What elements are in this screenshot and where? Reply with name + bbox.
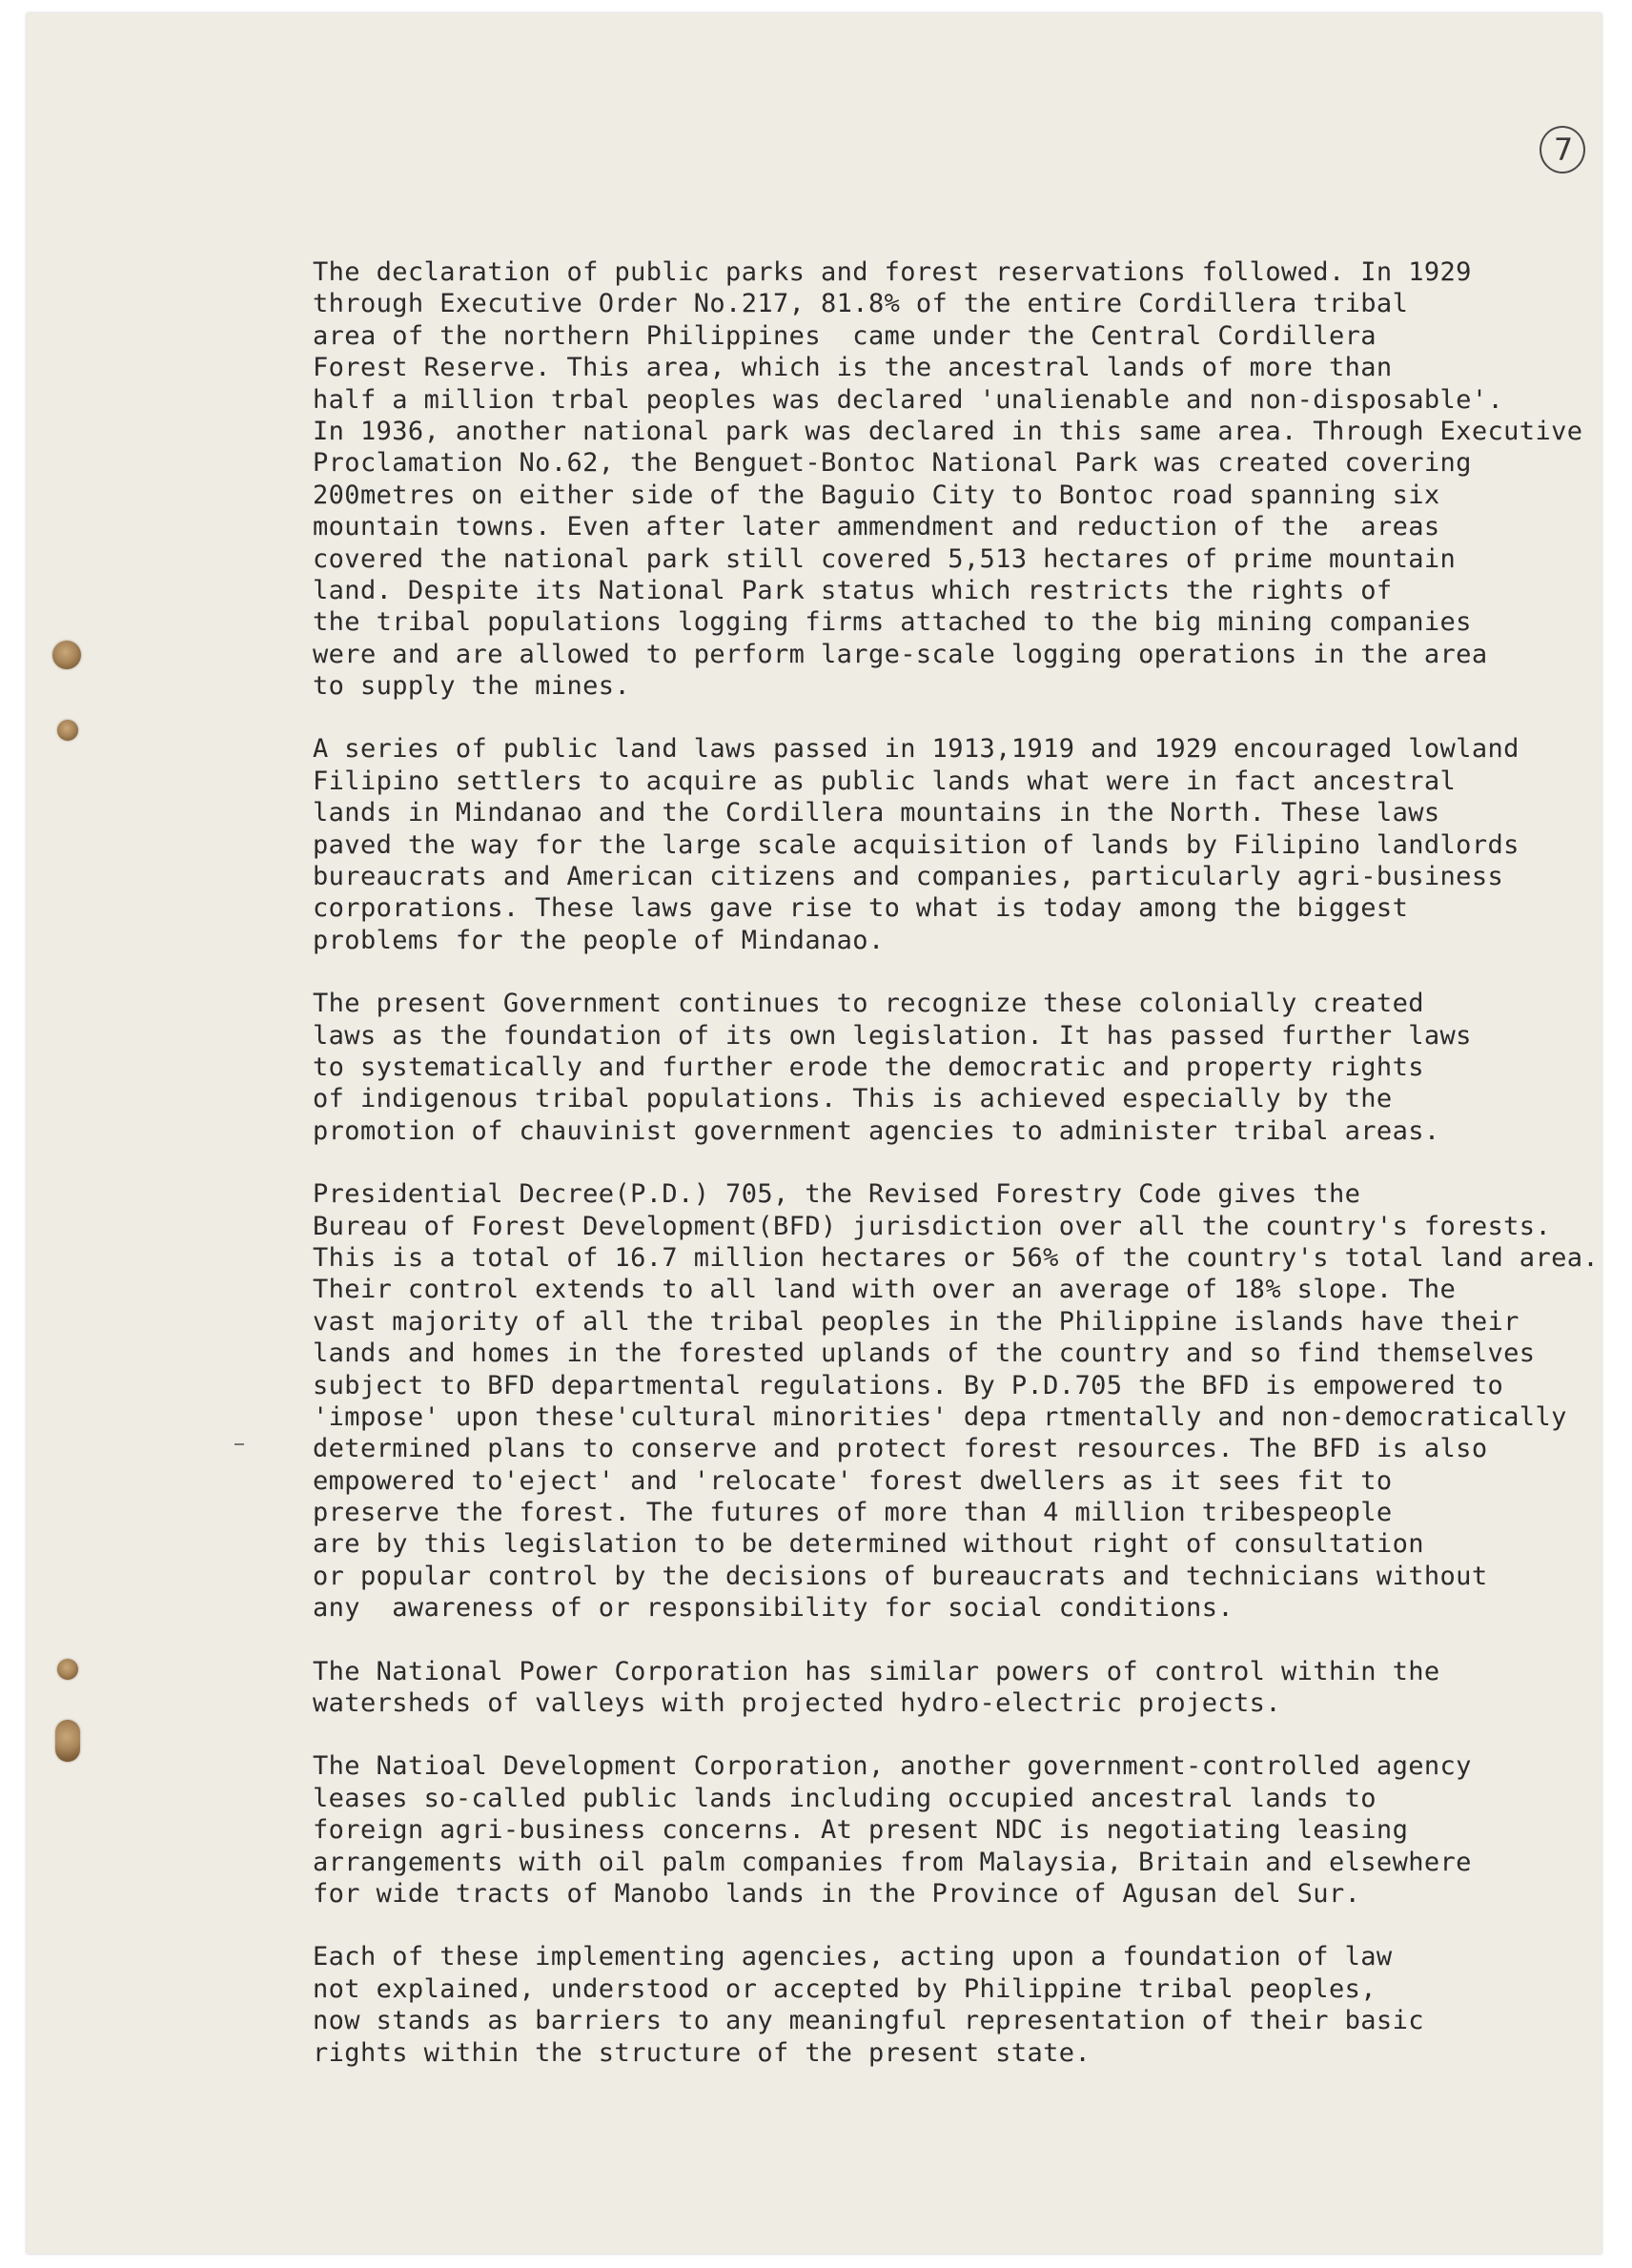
page-number [1540, 126, 1587, 174]
paragraph-present-government [313, 988, 1600, 1147]
text-line: lands and homes in the forested uplands of the country and so find themselves [313, 1338, 1536, 1369]
punch-hole-2 [57, 720, 78, 741]
text-line: land. Despite its National Park status which restricts the rights of [313, 575, 1393, 605]
text-line: The declaration of public parks and forest reservations followed. In 1929 [313, 257, 1472, 287]
text-line: Presidential Decree(P.D.) 705, the Revised Forestry Code gives the [313, 1179, 1361, 1210]
text-line: preserve the forest. The futures of more than 4 million tribespeople [313, 1498, 1393, 1528]
text-line: the tribal populations logging firms attached to the big mining companies [313, 607, 1472, 638]
text-line: are by this legislation to be determined without right of consultation [313, 1529, 1424, 1560]
text-line: watersheds of valleys with projected hydro-electric projects. [313, 1688, 1281, 1719]
text-line: to systematically and further erode the democratic and property rights [313, 1052, 1424, 1082]
text-line: of indigenous tribal populations. This is achieved especially by the [313, 1084, 1393, 1114]
text-line: bureaucrats and American citizens and companies, particularly agri-business [313, 862, 1504, 892]
text-line: mountain towns. Even after later ammendment and reduction of the areas [313, 512, 1440, 542]
text-line: rights within the structure of the present state. [313, 2037, 1091, 2068]
document-body [313, 256, 1600, 2100]
text-line: empowered to'eject' and 'relocate' forest dwellers as it sees fit to [313, 1465, 1393, 1496]
text-line: leases so-called public lands including occupied ancestral lands to [313, 1783, 1377, 1813]
text-line: Their control extends to all land with over an average of 18% slope. The [313, 1275, 1457, 1305]
text-line: to supply the mines. [313, 671, 631, 702]
stray-ink-mark [235, 1443, 244, 1445]
text-line: corporations. These laws gave rise to what is today among the biggest [313, 893, 1409, 924]
text-line: In 1936, another national park was declared in this same area. Through Executive [313, 416, 1583, 446]
text-line: now stands as barriers to any meaningful representation of their basic [313, 2006, 1424, 2036]
text-line: Bureau of Forest Development(BFD) jurisdiction over all the country's forests. [313, 1211, 1552, 1241]
text-line: covered the national park still covered 5,513 hectares of prime mountain [313, 543, 1457, 574]
text-line: The Natioal Development Corporation, another government-controlled agency [313, 1751, 1472, 1782]
text-line: problems for the people of Mindanao. [313, 925, 885, 955]
paragraph-implementing-agencies [313, 1941, 1600, 2069]
text-line: through Executive Order No.217, 81.8% of the entire Cordillera tribal [313, 289, 1409, 319]
text-line: The National Power Corporation has similar powers of control within the [313, 1656, 1440, 1686]
paragraph-national-development-corporation [313, 1750, 1600, 1910]
text-line: not explained, understood or accepted by Philippine tribal peoples, [313, 1973, 1377, 2004]
text-line: Proclamation No.62, the Benguet-Bontoc National Park was created covering [313, 448, 1472, 479]
text-line: 200metres on either side of the Baguio City to Bontoc road spanning six [313, 480, 1440, 510]
text-line: lands in Mindanao and the Cordillera mountains in the North. These laws [313, 798, 1440, 828]
text-line: 'impose' upon these'cultural minorities' depa rtmentally and non-democratically [313, 1401, 1567, 1432]
text-line: A series of public land laws passed in 1913,1919 and 1929 encouraged lowland [313, 734, 1520, 765]
text-line: Forest Reserve. This area, which is the ancestral lands of more than [313, 353, 1393, 383]
text-line: Filipino settlers to acquire as public lands what were in fact ancestral [313, 766, 1457, 796]
text-line: This is a total of 16.7 million hectares or 56% of the country's total land area. [313, 1242, 1600, 1273]
text-line: promotion of chauvinist government agencies to administer tribal areas. [313, 1115, 1440, 1146]
text-line: or popular control by the decisions of bureaucrats and technicians without [313, 1561, 1488, 1591]
punch-hole-3 [57, 1659, 78, 1680]
text-line: paved the way for the large scale acquisition of lands by Filipino landlords [313, 829, 1520, 860]
text-line: for wide tracts of Manobo lands in the Province of Agusan del Sur. [313, 1878, 1361, 1909]
text-line: area of the northern Philippines came under the Central Cordillera [313, 320, 1377, 351]
text-line: arrangements with oil palm companies from Malaysia, Britain and elsewhere [313, 1847, 1472, 1877]
text-line: determined plans to conserve and protect forest resources. The BFD is also [313, 1434, 1488, 1464]
punch-hole-1 [52, 641, 81, 669]
text-line: Each of these implementing agencies, acting upon a foundation of law [313, 1942, 1393, 1972]
text-line: were and are allowed to perform large-scale logging operations in the area [313, 639, 1488, 669]
page-number-text: 7 [1553, 132, 1574, 168]
text-line: The present Government continues to recognize these colonially created [313, 989, 1424, 1019]
document-page [27, 13, 1601, 2254]
page-number-circle [1540, 126, 1585, 174]
text-line: foreign agri-business concerns. At present NDC is negotiating leasing [313, 1815, 1409, 1846]
text-line: half a million trbal peoples was declared 'unalienable and non-disposable'. [313, 384, 1504, 415]
paragraph-presidential-decree-705 [313, 1178, 1600, 1624]
paragraph-parks-forest-reservations [313, 256, 1600, 702]
text-line: any awareness of or responsibility for social conditions. [313, 1593, 1234, 1624]
text-line: laws as the foundation of its own legislation. It has passed further laws [313, 1020, 1472, 1051]
text-line: vast majority of all the tribal peoples in the Philippine islands have their [313, 1306, 1520, 1337]
paragraph-national-power-corporation [313, 1656, 1600, 1720]
text-line: subject to BFD departmental regulations. By P.D.705 the BFD is empowered to [313, 1370, 1504, 1400]
punch-hole-4 [55, 1720, 80, 1762]
paragraph-public-land-laws [313, 733, 1600, 956]
